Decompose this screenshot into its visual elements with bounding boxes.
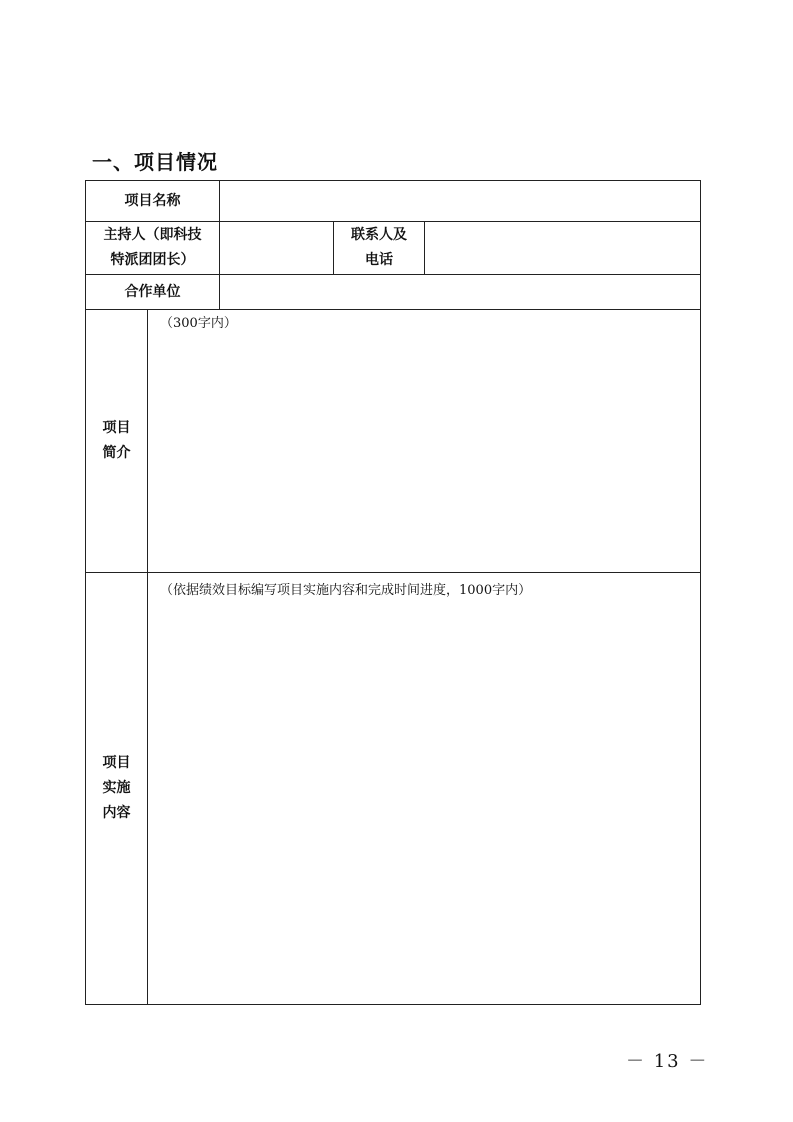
impl-label-line2: 实施 [102,780,131,796]
intro-field[interactable] [147,309,701,573]
partner-label: 合作单位 [85,274,220,310]
impl-hint: （依据绩效目标编写项目实施内容和完成时间进度，1000字内） [160,583,532,598]
intro-label-line2: 简介 [102,445,131,461]
contact-label-line2: 电话 [365,252,393,268]
host-label-line1: 主持人（即科技 [103,227,202,243]
impl-field[interactable] [147,572,701,1005]
host-field[interactable] [219,221,334,275]
impl-label-line3: 内容 [102,805,131,821]
section-title: 一、项目情况 [92,150,218,174]
contact-label-line1: 联系人及 [351,227,407,243]
project-name-label: 项目名称 [85,180,220,222]
partner-field[interactable] [219,274,701,310]
intro-label-line1: 项目 [102,420,131,436]
contact-field[interactable] [424,221,701,275]
impl-label [85,572,148,1005]
intro-hint: （300字内） [160,316,237,331]
impl-label-line1: 项目 [102,755,131,771]
page-number: － 13 － [626,1051,709,1072]
project-name-field[interactable] [219,180,701,222]
host-label [85,221,220,275]
contact-label [333,221,425,275]
host-label-line2: 特派团团长） [110,252,195,268]
intro-label [85,309,148,573]
